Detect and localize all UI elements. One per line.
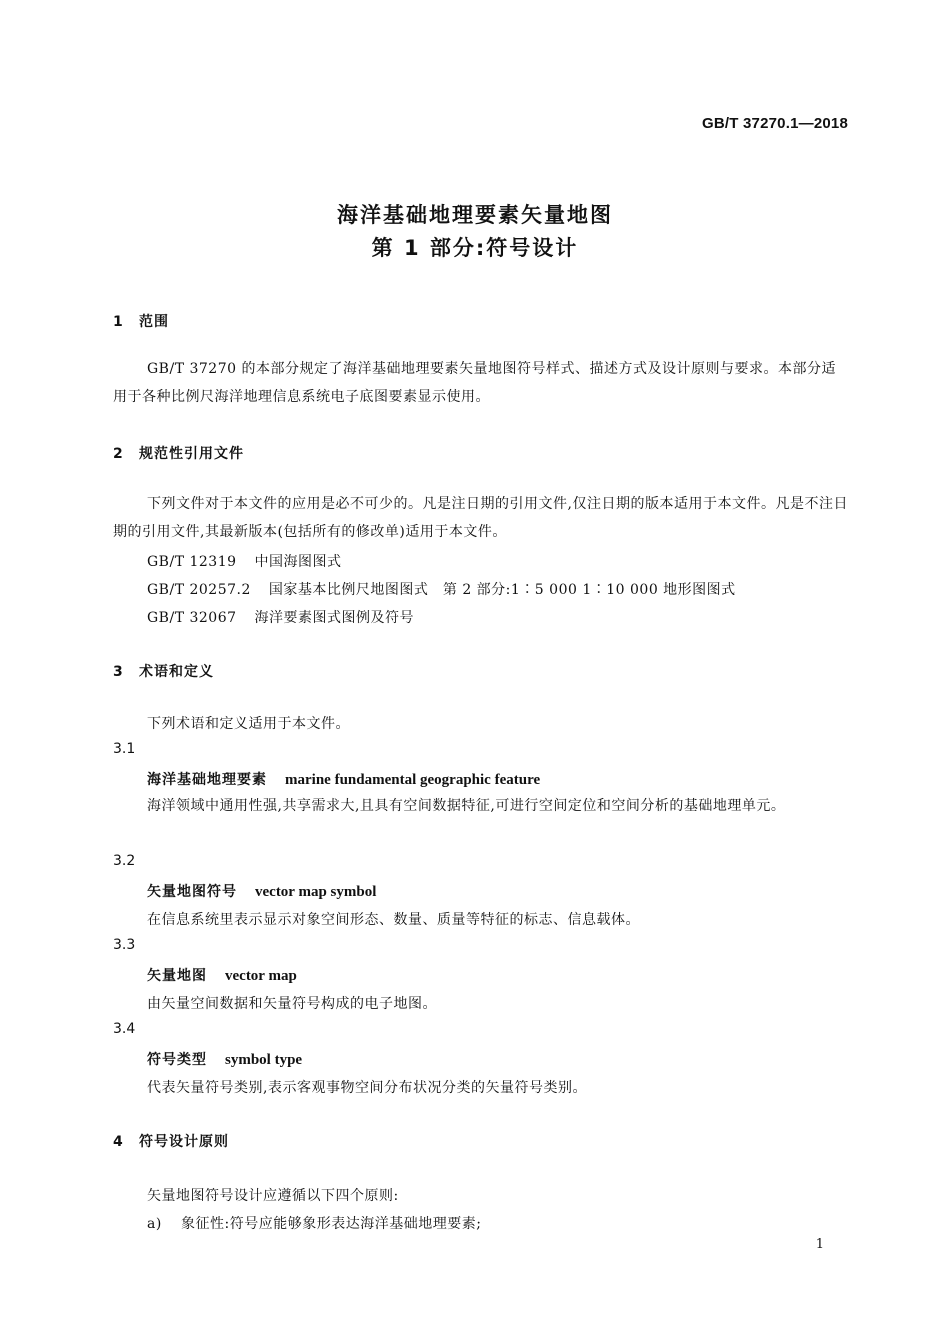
section-3-heading <box>113 661 214 681</box>
term-heading <box>147 965 297 985</box>
term-chinese: 矢量地图符号 <box>147 884 237 900</box>
term-english: vector map <box>225 968 297 984</box>
section-number: 3 <box>113 664 124 680</box>
term-number: 3.4 <box>113 1021 136 1037</box>
section-title: 规范性引用文件 <box>139 446 244 462</box>
reference-code: GB/T 12319 <box>147 554 237 570</box>
section-number: 2 <box>113 446 124 462</box>
list-text: 象征性:符号应能够象形表达海洋基础地理要素; <box>181 1216 482 1232</box>
section-title: 符号设计原则 <box>139 1134 229 1150</box>
standard-code: GB/T 37270.1—2018 <box>702 115 848 132</box>
term-english: symbol type <box>225 1052 303 1068</box>
term-number: 3.3 <box>113 937 136 953</box>
section-1-paragraph: GB/T 37270 的本部分规定了海洋基础地理要素矢量地图符号样式、描述方式及设计原则与要求。本部分适用于各种比例尺海洋地理信息系统电子底图要素显示使用。 <box>113 361 836 405</box>
term-chinese: 符号类型 <box>147 1052 207 1068</box>
section-4-intro: 矢量地图符号设计应遵循以下四个原则: <box>147 1188 399 1204</box>
section-2-paragraph: 下列文件对于本文件的应用是必不可少的。凡是注日期的引用文件,仅注日期的版本适用于本文件。凡是不注日期的引用文件,其最新版本(包括所有的修改单)适用于本文件。 <box>113 496 848 540</box>
reference-title: 国家基本比例尺地图图式 第 2 部分:1∶5 000 1∶10 000 地形图图式 <box>268 582 736 598</box>
term-definition: 海洋领域中通用性强,共享需求大,且具有空间数据特征,可进行空间定位和空间分析的基础地理单元。 <box>147 798 786 814</box>
title-line-1: 海洋基础地理要素矢量地图 <box>337 203 613 227</box>
title-line-2: 第 1 部分:符号设计 <box>371 236 579 260</box>
term-chinese: 海洋基础地理要素 <box>147 772 267 788</box>
section-number: 4 <box>113 1134 124 1150</box>
section-4-heading <box>113 1131 229 1151</box>
term-definition: 在信息系统里表示显示对象空间形态、数量、质量等特征的标志、信息载体。 <box>147 912 640 928</box>
reference-title: 中国海图图式 <box>254 554 342 570</box>
section-3-intro: 下列术语和定义适用于本文件。 <box>147 716 350 732</box>
list-item <box>147 1213 481 1233</box>
term-definition: 由矢量空间数据和矢量符号构成的电子地图。 <box>147 996 437 1012</box>
term-chinese: 矢量地图 <box>147 968 207 984</box>
reference-item <box>147 579 736 599</box>
term-heading <box>147 1049 302 1069</box>
reference-title: 海洋要素图式图例及符号 <box>254 610 415 626</box>
section-number: 1 <box>113 314 124 330</box>
reference-code: GB/T 20257.2 <box>147 582 251 598</box>
term-number: 3.1 <box>113 741 136 757</box>
section-title: 范围 <box>139 314 169 330</box>
page-number: 1 <box>815 1237 824 1252</box>
reference-item <box>147 551 342 571</box>
term-heading <box>147 769 540 789</box>
term-definition: 代表矢量符号类别,表示客观事物空间分布状况分类的矢量符号类别。 <box>147 1080 587 1096</box>
section-1-heading <box>113 311 169 331</box>
reference-item <box>147 607 414 627</box>
term-english: vector map symbol <box>255 884 377 900</box>
reference-code: GB/T 32067 <box>147 610 237 626</box>
section-title: 术语和定义 <box>139 664 214 680</box>
term-english: marine fundamental geographic feature <box>285 772 541 788</box>
term-number: 3.2 <box>113 853 136 869</box>
term-heading <box>147 881 376 901</box>
section-2-heading <box>113 443 244 463</box>
list-marker: a) <box>147 1216 162 1232</box>
